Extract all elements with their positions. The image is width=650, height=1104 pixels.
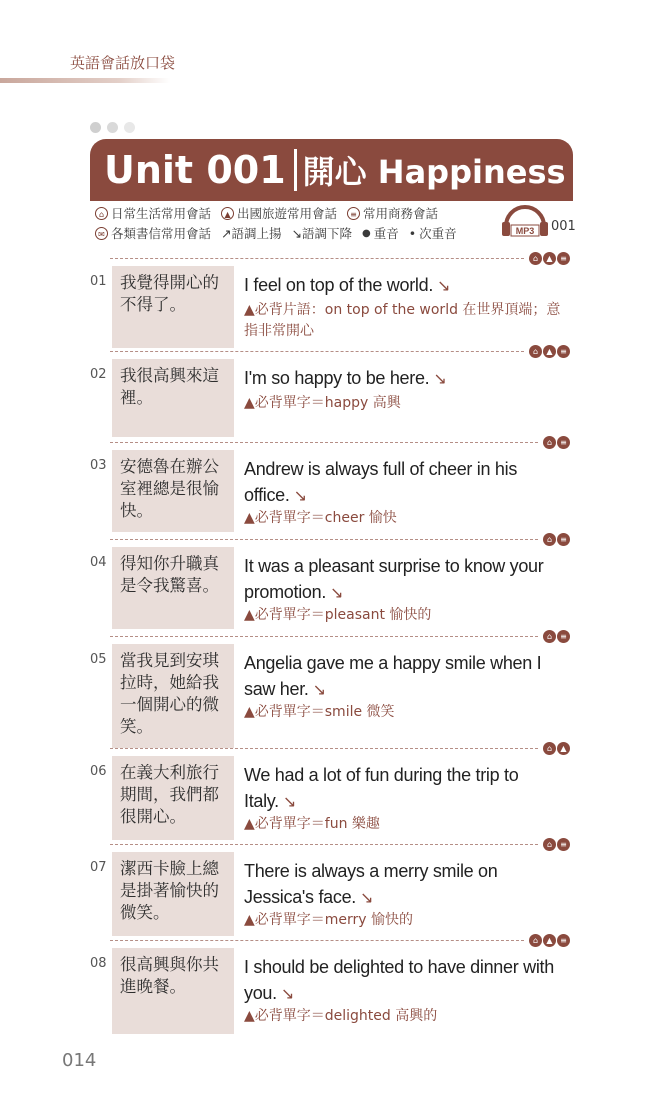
phrase-entry	[90, 436, 570, 532]
unit-code: Unit 001	[104, 148, 286, 192]
dashed-divider	[110, 533, 570, 547]
category-icons	[543, 742, 570, 755]
english-text: I should be delighted to have dinner with you.	[244, 957, 554, 1003]
falling-intonation-icon: ↘	[282, 794, 296, 811]
home-icon: ⌂	[543, 742, 556, 755]
dashed-divider	[110, 436, 570, 450]
dashed-divider	[110, 630, 570, 644]
unit-title: 開心 Happiness	[302, 153, 566, 191]
english-text: I'm so happy to be here.	[244, 368, 430, 388]
entry-number: 01	[90, 274, 107, 289]
home-icon: ⌂	[529, 345, 542, 358]
secondary-stress-dot-icon: •	[408, 225, 417, 241]
legend-rise	[221, 224, 282, 242]
legend-row-1	[95, 204, 448, 222]
phrase-entry	[90, 934, 570, 1034]
legend-fall	[292, 224, 353, 242]
category-icons	[529, 252, 570, 265]
falling-intonation-icon: ↘	[280, 986, 294, 1003]
legend-label: 次重音	[419, 226, 457, 241]
travel-icon: ▲	[543, 345, 556, 358]
entry-number: 05	[90, 652, 107, 667]
entry-number: 06	[90, 764, 107, 779]
category-icons	[543, 630, 570, 643]
legend-label: 常用商務會話	[363, 206, 439, 221]
english-text: We had a lot of fun during the trip to Italy.	[244, 765, 519, 811]
english-text: It was a pleasant surprise to know your promotion.	[244, 556, 544, 602]
home-icon: ⌂	[95, 207, 108, 220]
chinese-sentence: 得知你升職真是令我驚喜。	[112, 547, 234, 629]
legend-label: 語調下降	[302, 226, 353, 241]
travel-icon: ▲	[221, 207, 234, 220]
header-rule	[0, 78, 170, 83]
chinese-sentence: 當我見到安琪拉時，她給我一個開心的微笑。	[112, 644, 234, 748]
legend-travel	[221, 204, 337, 222]
chinese-sentence: 很高興與你共進晚餐。	[112, 948, 234, 1034]
phrase-entry	[90, 630, 570, 744]
english-text: Angelia gave me a happy smile when I saw her.	[244, 653, 542, 699]
vocab-note: ▲必背單字＝pleasant 愉快的	[244, 607, 432, 623]
home-icon: ⌂	[529, 934, 542, 947]
entry-number: 08	[90, 956, 107, 971]
entry-number: 04	[90, 555, 107, 570]
falling-intonation-icon: ↘	[312, 682, 326, 699]
phrase-entry	[90, 252, 570, 348]
legend-mail	[95, 224, 211, 242]
vocab-note: ▲必背單字＝fun 樂趣	[244, 816, 380, 832]
decorative-dots	[90, 122, 135, 133]
category-icons	[529, 934, 570, 947]
phrase-entry	[90, 742, 570, 842]
page-number: 014	[62, 1050, 97, 1071]
entry-number: 03	[90, 458, 107, 473]
phrase-entry	[90, 838, 570, 934]
unit-separator	[294, 149, 297, 191]
chinese-sentence: 在義大利旅行期間，我們都很開心。	[112, 756, 234, 840]
falling-intonation-icon: ↘	[330, 585, 344, 602]
english-text: There is always a merry smile on Jessica's face.	[244, 861, 498, 907]
english-sentence	[244, 954, 554, 1008]
english-text: Andrew is always full of cheer in his office.	[244, 459, 518, 505]
dashed-divider	[110, 934, 570, 948]
dashed-divider	[110, 838, 570, 852]
english-sentence	[244, 553, 574, 607]
mp3-label: MP3	[515, 226, 535, 236]
legend-daily	[95, 204, 211, 222]
english-sentence	[244, 365, 574, 393]
legend-label: 語調上揚	[231, 226, 282, 241]
chinese-sentence: 我很高興來這裡。	[112, 359, 234, 437]
vocab-note: ▲必背單字＝delighted 高興的	[244, 1008, 438, 1024]
chinese-sentence: 潔西卡臉上總是掛著愉快的微笑。	[112, 852, 234, 936]
stress-dot-icon: ●	[362, 227, 371, 239]
phrase-entry	[90, 533, 570, 629]
home-icon: ⌂	[543, 838, 556, 851]
english-sentence	[244, 858, 534, 912]
legend-label: 日常生活常用會話	[111, 206, 212, 221]
business-icon: ≡	[347, 207, 360, 220]
business-icon: ≡	[557, 345, 570, 358]
legend-label: 各類書信常用會話	[111, 226, 212, 241]
vocab-note: ▲必背片語：on top of the world 在世界頂端；意指非常開心	[244, 302, 561, 339]
business-icon: ≡	[557, 252, 570, 265]
home-icon: ⌂	[543, 630, 556, 643]
english-sentence	[244, 272, 574, 300]
book-title: 英語會話放口袋	[70, 54, 176, 72]
business-icon: ≡	[557, 436, 570, 449]
rising-intonation-icon: ↗	[221, 225, 232, 241]
business-icon: ≡	[557, 630, 570, 643]
mp3-headphones-icon	[500, 202, 550, 238]
legend-stress	[362, 224, 399, 242]
dashed-divider	[110, 345, 570, 359]
business-icon: ≡	[557, 533, 570, 546]
travel-icon: ▲	[557, 742, 570, 755]
unit-banner	[90, 139, 573, 201]
vocab-note: ▲必背單字＝merry 愉快的	[244, 912, 414, 928]
entry-number: 07	[90, 860, 107, 875]
entry-number: 02	[90, 367, 107, 382]
legend-label: 出國旅遊常用會話	[237, 206, 338, 221]
home-icon: ⌂	[543, 436, 556, 449]
business-icon: ≡	[557, 838, 570, 851]
falling-intonation-icon: ↘	[437, 278, 451, 295]
english-sentence	[244, 762, 534, 816]
travel-icon: ▲	[543, 934, 556, 947]
category-icons	[543, 533, 570, 546]
home-icon: ⌂	[529, 252, 542, 265]
mp3-track-number: 001	[551, 219, 576, 234]
chinese-sentence: 我覺得開心的不得了。	[112, 266, 234, 348]
travel-icon: ▲	[543, 252, 556, 265]
vocab-note: ▲必背單字＝smile 微笑	[244, 704, 395, 720]
vocab-note: ▲必背單字＝cheer 愉快	[244, 510, 397, 526]
chinese-sentence: 安德魯在辦公室裡總是很愉快。	[112, 450, 234, 532]
vocab-note: ▲必背單字＝happy 高興	[244, 395, 401, 411]
home-icon: ⌂	[543, 533, 556, 546]
legend-label: 重音	[373, 226, 399, 241]
falling-intonation-icon: ↘	[433, 371, 447, 388]
dashed-divider	[110, 252, 570, 266]
english-sentence	[244, 456, 574, 510]
falling-intonation-icon: ↘	[359, 890, 374, 907]
business-icon: ≡	[557, 934, 570, 947]
mail-icon: ✉	[95, 227, 108, 240]
legend-secondary-stress	[409, 224, 457, 242]
falling-intonation-icon: ↘	[293, 488, 307, 505]
dashed-divider	[110, 742, 570, 756]
phrase-entry	[90, 345, 570, 435]
english-text: I feel on top of the world.	[244, 275, 434, 295]
falling-intonation-icon: ↘	[291, 225, 302, 241]
english-sentence	[244, 650, 574, 704]
category-icons	[543, 436, 570, 449]
legend-row-2	[95, 224, 467, 242]
category-icons	[543, 838, 570, 851]
legend-business	[347, 204, 438, 222]
category-icons	[529, 345, 570, 358]
